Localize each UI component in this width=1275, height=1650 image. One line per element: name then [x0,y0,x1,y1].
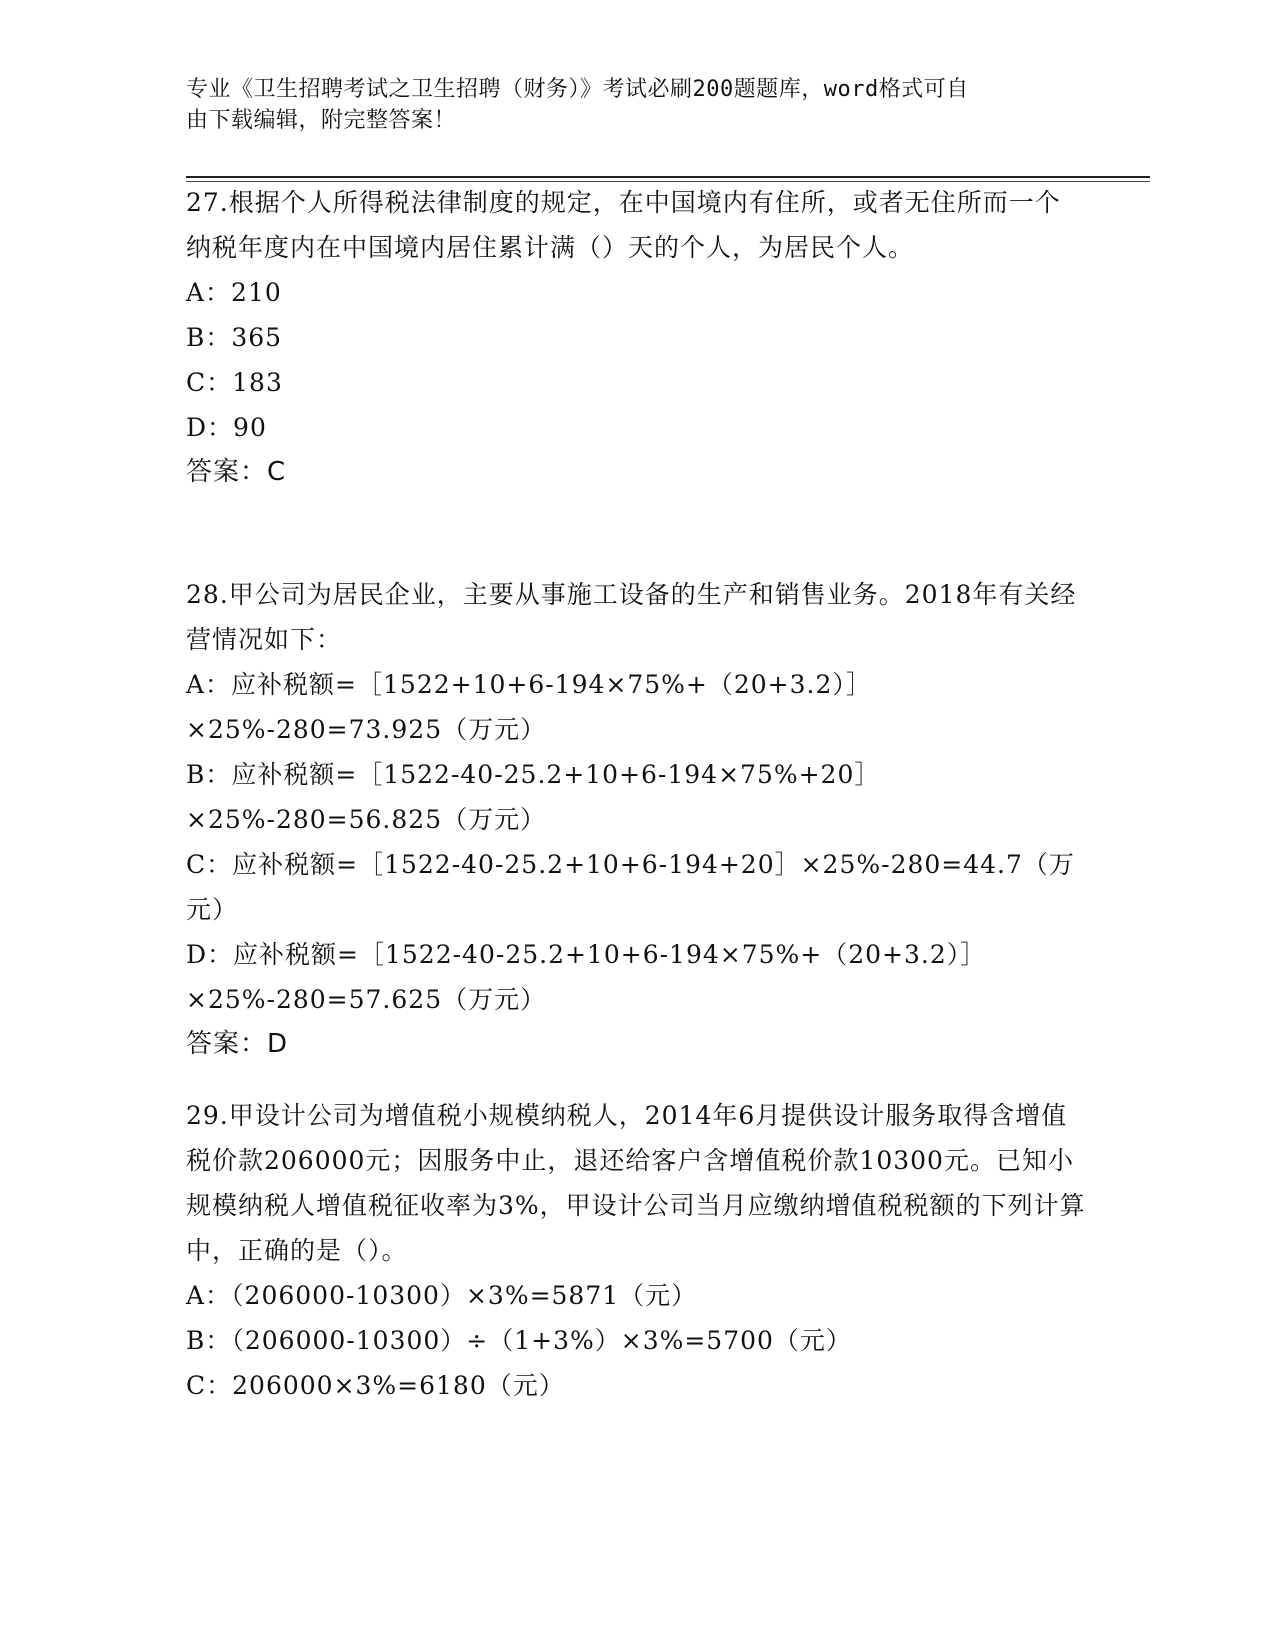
option-c: C：206000×3%=6180（元） [186,1371,565,1400]
header-divider-thick [186,176,1150,178]
option-d: D：应补税额=［1522-40-25.2+10+6-194×75%+（20+3.2）］×25%-280=57.625（万元） [186,940,987,1014]
option-a: A：210 [186,278,282,307]
header-line-2: 由下载编辑，附完整答案！ [186,108,457,133]
question-28 [186,572,1086,1067]
document-header [186,74,1066,136]
option-a: A：（206000-10300）×3%=5871（元） [186,1281,698,1310]
question-29 [186,1093,1086,1408]
question-stem: 29.甲设计公司为增值税小规模纳税人，2014年6月提供设计服务取得含增值税价款206000元；因服务中止，退还给客户含增值税价款10300元。已知小规模纳税人增值税征收率为3%，甲设计公司当月应缴纳增值税税额的下列计算中，正确的是（）。 [186,1101,1086,1265]
question-stem: 27.根据个人所得税法律制度的规定，在中国境内有住所，或者无住所而一个纳税年度内在中国境内居住累计满（）天的个人，为居民个人。 [186,188,1061,262]
answer-label: 答案：C [186,457,287,487]
option-b: B：365 [186,323,283,352]
header-line-1: 专业《卫生招聘考试之卫生招聘（财务）》考试必刷200题题库，word格式可自 [186,77,969,102]
option-c: C：183 [186,368,283,397]
option-b: B：（206000-10300）÷（1+3%）×3%=5700（元） [186,1326,852,1355]
option-c: C：应补税额=［1522-40-25.2+10+6-194+20］×25%-280=44.7（万元） [186,850,1075,924]
option-b: B：应补税额=［1522-40-25.2+10+6-194×75%+20］×25%-280=56.825（万元） [186,760,881,834]
option-d: D：90 [186,413,267,442]
option-a: A：应补税额=［1522+10+6-194×75%+（20+3.2）］×25%-280=73.925（万元） [186,670,872,744]
question-27 [186,180,1086,495]
question-stem: 28.甲公司为居民企业，主要从事施工设备的生产和销售业务。2018年有关经营情况如下： [186,580,1077,654]
answer-label: 答案：D [186,1029,289,1059]
